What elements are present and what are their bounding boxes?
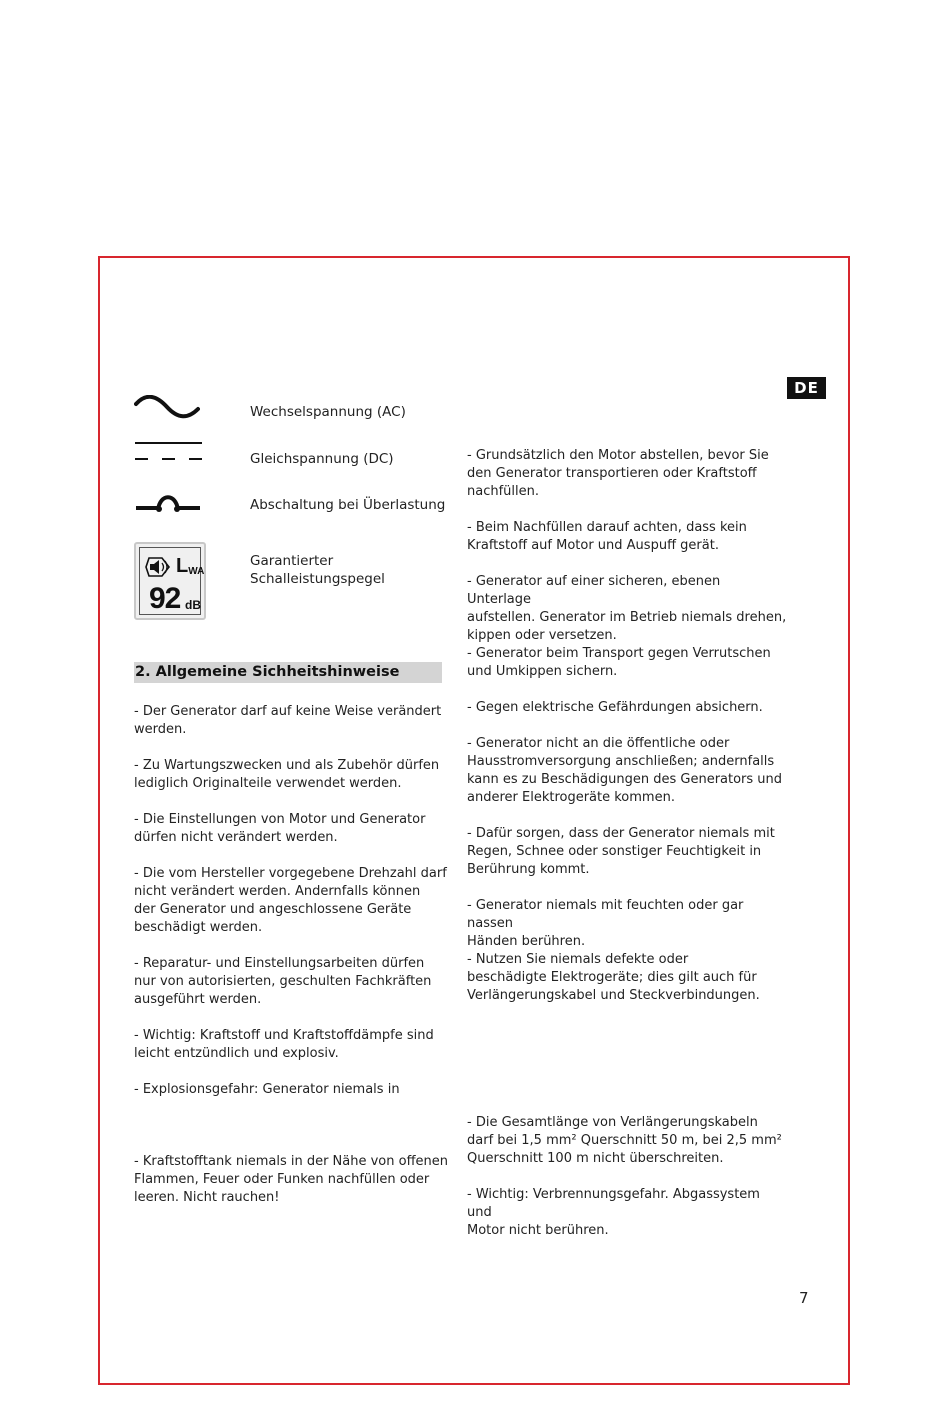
left-paragraph-1: - Der Generator darf auf keine Weise verändert werden.	[134, 704, 442, 737]
page-number: 7	[799, 1289, 809, 1307]
right-paragraph-11: - Wichtig: Verbrennungsgefahr. Abgassystem und Motor nicht berühren.	[467, 1187, 760, 1238]
left-paragraph-8: - Kraftstofftank niemals in der Nähe von offenen Flammen, Feuer oder Funken nachfüllen oder leeren. Nicht rauchen!	[134, 1154, 449, 1205]
sound-level-unit: dB	[185, 598, 201, 612]
right-paragraph-9: - Nutzen Sie niemals defekte oder beschädigte Elektrogeräte; dies gilt auch für Verlängerungskabel und Steckverbindungen.	[467, 952, 760, 1003]
dc-symbol-icon	[134, 440, 204, 464]
left-paragraph-7: - Explosionsgefahr: Generator niemals in	[134, 1082, 400, 1097]
right-paragraph-2: - Beim Nachfüllen darauf achten, dass kein Kraftstoff auf Motor und Auspuff gerät.	[467, 520, 747, 553]
right-paragraph-10: - Die Gesamtlänge von Verlängerungskabeln darf bei 1,5 mm² Querschnitt 50 m, bei 2,5 mm² Querschnitt 100 m nicht überschreiten.	[467, 1115, 782, 1166]
overload-breaker-icon	[134, 494, 202, 516]
sound-label: Garantierter Schalleistungspegel	[250, 553, 385, 587]
lwa-label: $L_{WA}$	[176, 555, 205, 577]
sound-level-value: 92	[149, 582, 181, 615]
left-paragraph-6: - Wichtig: Kraftstoff und Kraftstoffdämpfe sind leicht entzündlich und explosiv.	[134, 1028, 434, 1061]
right-paragraph-4: - Generator beim Transport gegen Verrutschen und Umkippen sichern.	[467, 646, 771, 679]
dc-label: Gleichspannung (DC)	[250, 451, 394, 467]
ac-label: Wechselspannung (AC)	[250, 404, 406, 420]
left-paragraph-2: - Zu Wartungszwecken und als Zubehör dürfen lediglich Originalteile verwendet werden.	[134, 758, 440, 791]
right-paragraph-3: - Generator auf einer sicheren, ebenen Unterlage aufstellen. Generator im Betrieb niemals drehen, kippen oder versetzen.	[467, 574, 787, 643]
left-paragraph-4: - Die vom Hersteller vorgegebene Drehzahl darf nicht verändert werden. Andernfalls können der Generator und angeschlossene Geräte beschädigt werden.	[134, 866, 447, 935]
section-heading: 2. Allgemeine Sichheitshinweise	[134, 662, 442, 683]
right-paragraph-7: - Dafür sorgen, dass der Generator niemals mit Regen, Schnee oder sonstiger Feuchtigkeit in Berührung kommt.	[467, 826, 775, 877]
left-paragraph-5: - Reparatur- und Einstellungsarbeiten dürfen nur von autorisierten, geschulten Fachkräften ausgeführt werden.	[134, 956, 432, 1007]
speaker-icon	[144, 554, 174, 580]
overload-label: Abschaltung bei Überlastung	[250, 497, 446, 513]
right-paragraph-6: - Generator nicht an die öffentliche oder Hausstromversorgung anschließen; andernfalls kann es zu Beschädigungen des Generators und anderer Elektrogeräte kommen.	[467, 736, 783, 805]
language-badge: DE	[787, 377, 826, 399]
left-paragraph-3: - Die Einstellungen von Motor und Generator dürfen nicht verändert werden.	[134, 812, 426, 845]
right-paragraph-5: - Gegen elektrische Gefährdungen absichern.	[467, 700, 763, 715]
ac-wave-icon	[134, 395, 200, 421]
right-paragraph-1: - Grundsätzlich den Motor abstellen, bevor Sie den Generator transportieren oder Kraftstoff nachfüllen.	[467, 448, 769, 499]
sound-power-badge	[134, 542, 206, 620]
right-paragraph-8: - Generator niemals mit feuchten oder gar nassen Händen berühren.	[467, 898, 744, 949]
